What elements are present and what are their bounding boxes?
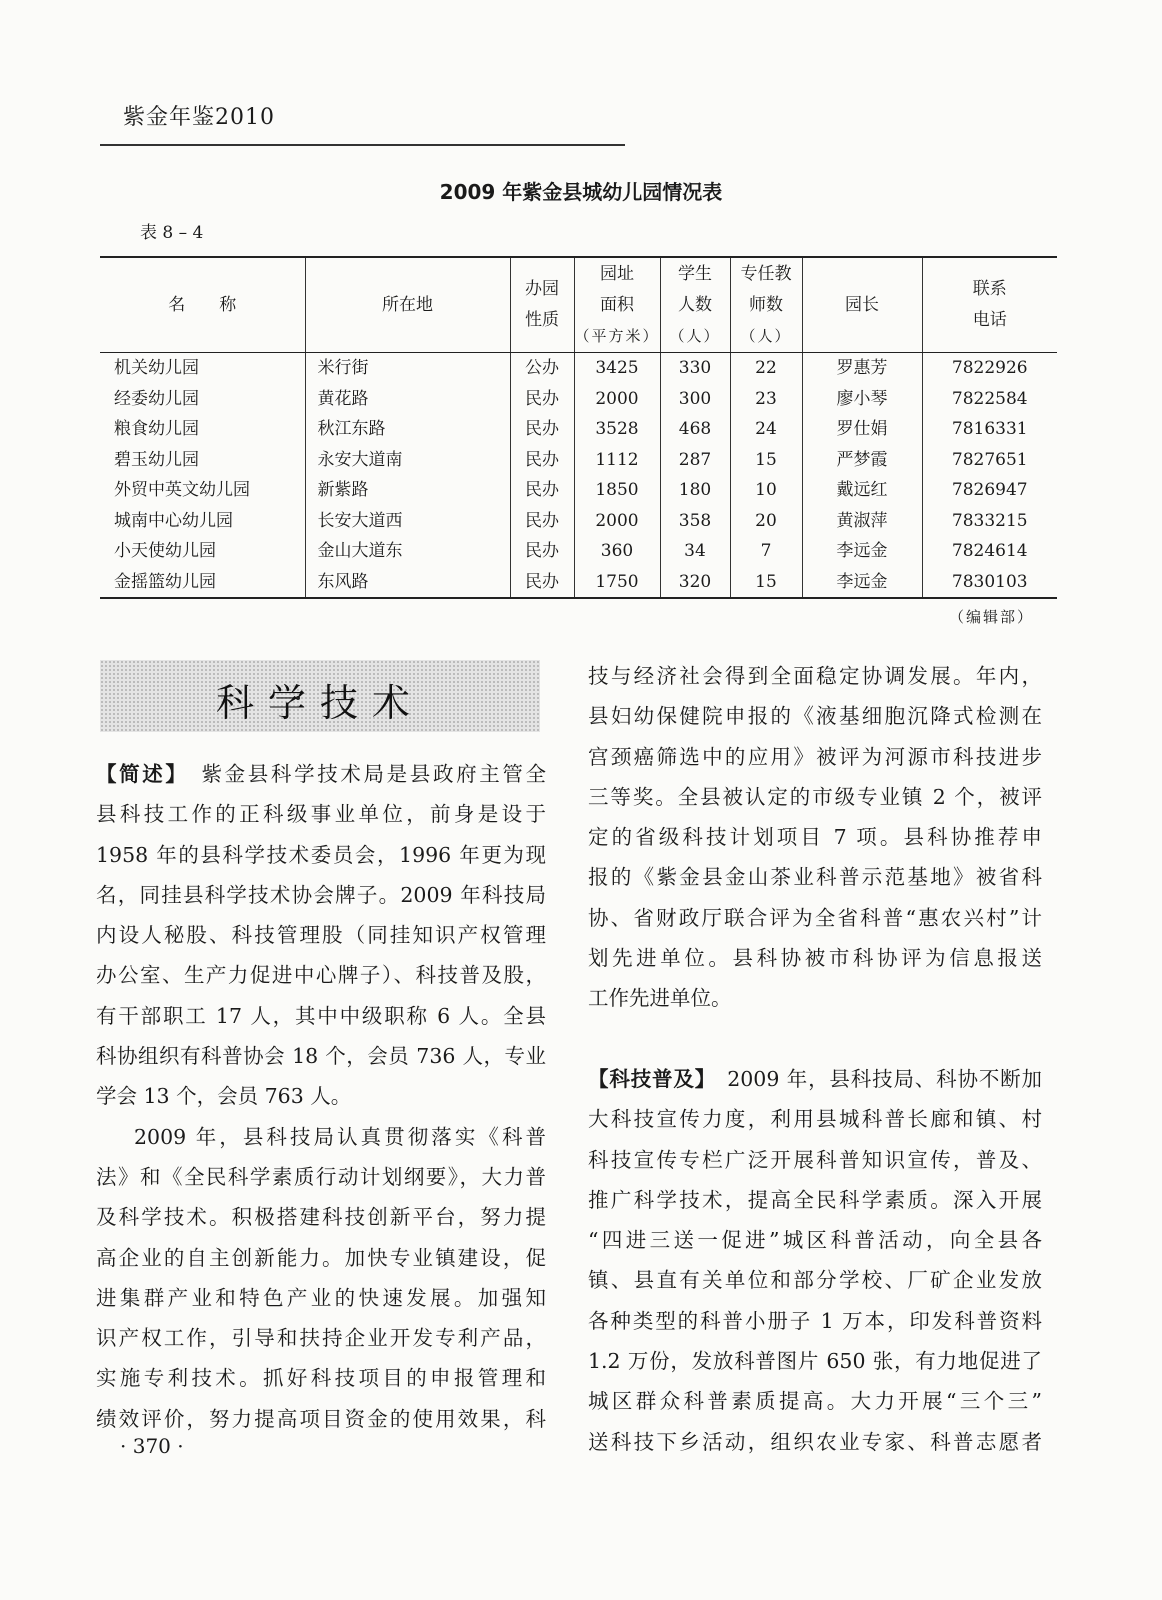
table-source-note: （编辑部） xyxy=(948,608,1034,626)
para2-line: 2009 年，县科技局认真贯彻落实《科普 xyxy=(134,1124,546,1149)
cell-area: 3528 xyxy=(574,414,660,445)
popular-line: 各种类型的科普小册子 1 万本，印发科普资料 xyxy=(588,1308,1042,1333)
table-row xyxy=(100,384,1057,415)
cell-teachers: 7 xyxy=(730,536,802,567)
cell-location: 东风路 xyxy=(305,567,510,599)
cell-location: 秋江东路 xyxy=(305,414,510,445)
cell-area: 3425 xyxy=(574,353,660,384)
cell-phone: 7827651 xyxy=(922,445,1057,476)
cell-director: 廖小琴 xyxy=(802,384,922,415)
cell-director: 严梦霞 xyxy=(802,445,922,476)
table-row xyxy=(100,567,1057,599)
cell-name: 粮食幼儿园 xyxy=(114,419,199,440)
page-number: · 370 · xyxy=(120,1434,184,1458)
cell-area: 360 xyxy=(574,536,660,567)
popular-line: 大科技宣传力度，利用县城科普长廊和镇、村 xyxy=(588,1107,1042,1132)
intro-line: 有干部职工 17 人，其中中级职称 6 人。全县 xyxy=(96,1003,546,1028)
cell-teachers: 22 xyxy=(730,353,802,384)
right-line: 划先进单位。县科协被市科协评为信息报送 xyxy=(588,946,1042,971)
table-row xyxy=(100,414,1057,445)
para2-line: 绩效评价，努力提高项目资金的使用效果，科 xyxy=(96,1406,546,1431)
cell-phone: 7822584 xyxy=(922,384,1057,415)
para2-line: 及科学技术。积极搭建科技创新平台，努力提 xyxy=(96,1205,546,1230)
intro-line: 【简述】 紫金县科学技术局是县政府主管全 xyxy=(96,762,547,786)
cell-area: 2000 xyxy=(574,506,660,537)
intro-line: 内设人秘股、科技管理股（同挂知识产权管理 xyxy=(96,923,546,948)
header-students: 学生 人数 （人） xyxy=(660,257,730,353)
para2-line: 实施专利技术。抓好科技项目的申报管理和 xyxy=(96,1366,546,1391)
cell-students: 287 xyxy=(660,445,730,476)
cell-students: 34 xyxy=(660,536,730,567)
left-column xyxy=(96,754,546,1439)
intro-line: 办公室、生产力促进中心牌子）、科技普及股， xyxy=(96,963,546,988)
cell-director: 罗惠芳 xyxy=(802,353,922,384)
cell-area: 1850 xyxy=(574,475,660,506)
cell-phone: 7816331 xyxy=(922,414,1057,445)
cell-name: 外贸中英文幼儿园 xyxy=(114,480,250,501)
cell-type: 公办 xyxy=(510,353,574,384)
table-header-row xyxy=(100,257,1057,353)
cell-teachers: 24 xyxy=(730,414,802,445)
right-line: 报的《紫金县金山茶业科普示范基地》被省科 xyxy=(588,865,1042,890)
popular-line: 【科技普及】 2009 年，县科技局、科协不断加 xyxy=(588,1066,1043,1091)
intro-line: 名，同挂县科学技术协会牌子。2009 年科技局 xyxy=(96,882,546,907)
popular-line: 城区群众科普素质提高。大力开展“三个三” xyxy=(588,1389,1042,1414)
header-phone: 联系 电话 xyxy=(922,257,1057,353)
cell-phone: 7822926 xyxy=(922,353,1057,384)
right-line: 协、省财政厅联合评为全省科普“惠农兴村”计 xyxy=(588,905,1042,930)
cell-director: 李远金 xyxy=(802,567,922,599)
cell-phone: 7830103 xyxy=(922,567,1057,599)
right-line: 技与经济社会得到全面稳定协调发展。年内， xyxy=(588,664,1042,688)
cell-phone: 7826947 xyxy=(922,475,1057,506)
cell-type: 民办 xyxy=(510,506,574,537)
popular-line: 镇、县直有关单位和部分学校、厂矿企业发放 xyxy=(588,1268,1042,1293)
right-line: 三等奖。全县被认定的市级专业镇 2 个，被评 xyxy=(588,784,1042,809)
cell-phone: 7824614 xyxy=(922,536,1057,567)
cell-students: 320 xyxy=(660,567,730,599)
cell-area: 1112 xyxy=(574,445,660,476)
intro-line: 1958 年的县科学技术委员会，1996 年更为现 xyxy=(96,842,546,867)
popular-keyword: 【科技普及】 xyxy=(588,1066,706,1091)
popular-line: 科技宣传专栏广泛开展科普知识宣传，普及、 xyxy=(588,1147,1042,1172)
header-area: 园址 面积 （平方米） xyxy=(574,257,660,353)
blank-line xyxy=(588,1019,1042,1059)
cell-area: 2000 xyxy=(574,384,660,415)
header-type: 办园 性质 xyxy=(510,257,574,353)
cell-type: 民办 xyxy=(510,384,574,415)
table-row xyxy=(100,475,1057,506)
intro-keyword: 【简述】 xyxy=(96,762,179,786)
popular-line: 1.2 万份，发放科普图片 650 张，有力地促进了 xyxy=(588,1349,1042,1374)
cell-teachers: 10 xyxy=(730,475,802,506)
table-title: 2009 年紫金县城幼儿园情况表 xyxy=(439,180,723,204)
cell-name: 金摇篮幼儿园 xyxy=(100,567,305,599)
right-column xyxy=(588,656,1042,1462)
cell-students: 468 xyxy=(660,414,730,445)
header-teachers: 专任教 师数 （人） xyxy=(730,257,802,353)
popular-line: 推广科学技术，提高全民科学素质。深入开展 xyxy=(588,1187,1042,1212)
cell-students: 330 xyxy=(660,353,730,384)
cell-type: 民办 xyxy=(510,414,574,445)
cell-director: 戴远红 xyxy=(802,475,922,506)
para2-line: 法》和《全民科学素质行动计划纲要》，大力普 xyxy=(96,1164,546,1189)
intro-line: 科协组织有科普协会 18 个，会员 736 人，专业 xyxy=(96,1044,546,1069)
popular-line: “四进三送一促进”城区科普活动，向全县各 xyxy=(588,1228,1042,1253)
popular-line: 送科技下乡活动，组织农业专家、科普志愿者 xyxy=(588,1429,1042,1454)
cell-name: 城南中心幼儿园 xyxy=(114,510,233,531)
table-row xyxy=(100,506,1057,537)
table-row xyxy=(100,445,1057,476)
header-director: 园长 xyxy=(802,257,922,353)
cell-students: 300 xyxy=(660,384,730,415)
cell-director: 黄淑萍 xyxy=(802,506,922,537)
cell-name: 碧玉幼儿园 xyxy=(114,449,199,470)
cell-type: 民办 xyxy=(510,536,574,567)
table-row xyxy=(100,353,1057,384)
right-line: 工作先进单位。 xyxy=(588,986,732,1011)
cell-location: 长安大道西 xyxy=(305,506,510,537)
kindergarten-table xyxy=(100,256,1057,599)
cell-students: 358 xyxy=(660,506,730,537)
intro-line: 学会 13 个，会员 763 人。 xyxy=(96,1084,352,1109)
right-line: 县妇幼保健院申报的《液基细胞沉降式检测在 xyxy=(588,704,1042,729)
cell-type: 民办 xyxy=(510,445,574,476)
section-title: 科学技术 xyxy=(215,681,424,725)
cell-name: 小天使幼儿园 xyxy=(114,541,216,562)
para2-line: 识产权工作，引导和扶持企业开发专利产品， xyxy=(96,1326,546,1351)
table-row xyxy=(100,536,1057,567)
header-location: 所在地 xyxy=(305,257,510,353)
header-rule xyxy=(100,144,625,146)
cell-location: 米行街 xyxy=(305,353,510,384)
cell-phone: 7833215 xyxy=(922,506,1057,537)
cell-location: 金山大道东 xyxy=(305,536,510,567)
cell-teachers: 20 xyxy=(730,506,802,537)
cell-type: 民办 xyxy=(510,475,574,506)
cell-director: 李远金 xyxy=(802,536,922,567)
cell-type: 民办 xyxy=(510,567,574,599)
intro-line: 县科技工作的正科级事业单位，前身是设于 xyxy=(96,802,546,827)
para2-line: 高企业的自主创新能力。加快专业镇建设，促 xyxy=(96,1245,546,1270)
cell-director: 罗仕娟 xyxy=(802,414,922,445)
cell-location: 永安大道南 xyxy=(305,445,510,476)
section-banner xyxy=(100,660,540,732)
running-head: 紫金年鉴2010 xyxy=(123,105,275,130)
cell-students: 180 xyxy=(660,475,730,506)
cell-teachers: 15 xyxy=(730,567,802,599)
cell-location: 黄花路 xyxy=(305,384,510,415)
header-name: 名 称 xyxy=(100,257,305,353)
cell-area: 1750 xyxy=(574,567,660,599)
cell-teachers: 23 xyxy=(730,384,802,415)
cell-name: 机关幼儿园 xyxy=(114,358,199,379)
cell-teachers: 15 xyxy=(730,445,802,476)
para2-line: 进集群产业和特色产业的快速发展。加强知 xyxy=(96,1285,546,1310)
cell-location: 新紫路 xyxy=(305,475,510,506)
right-line: 定的省级科技计划项目 7 项。县科协推荐申 xyxy=(588,825,1042,850)
right-line: 宫颈癌筛选中的应用》被评为河源市科技进步 xyxy=(588,744,1042,769)
cell-name: 经委幼儿园 xyxy=(114,388,199,409)
table-number: 表 8 – 4 xyxy=(140,223,204,243)
